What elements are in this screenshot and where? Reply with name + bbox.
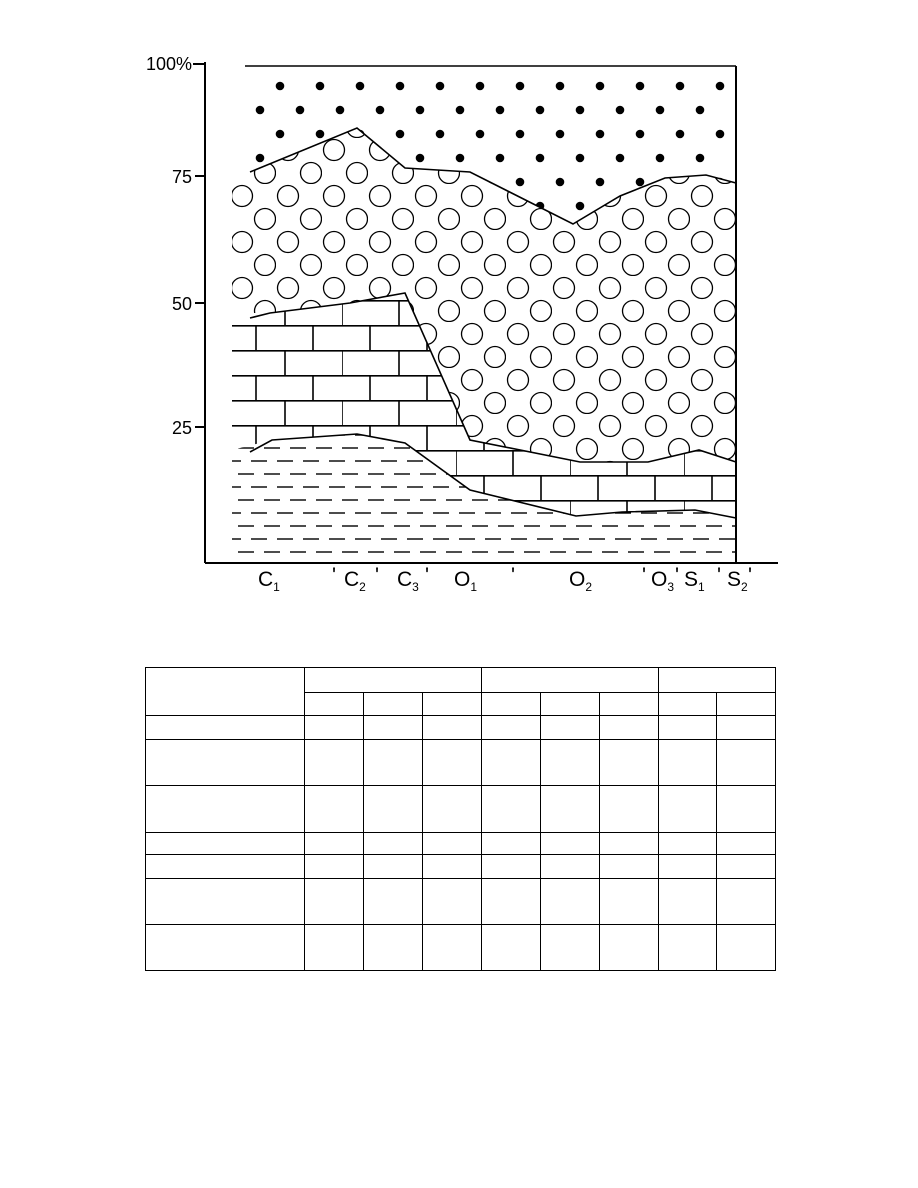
table-cell — [305, 878, 364, 924]
table-col-header — [716, 693, 775, 716]
table-cell — [423, 854, 482, 878]
x-label-o3: $O_3$ — [651, 568, 675, 594]
table-cell — [540, 740, 599, 786]
table-group-header — [658, 668, 775, 693]
data-table — [145, 667, 776, 971]
table-cell — [716, 786, 775, 832]
table-cell — [540, 832, 599, 854]
table-cell — [364, 878, 423, 924]
table-cell — [364, 924, 423, 970]
table-row — [146, 786, 776, 832]
x-label-s1: $S_1$ — [684, 568, 705, 594]
table-cell — [364, 740, 423, 786]
table-row-label — [146, 854, 305, 878]
table-cell — [482, 924, 540, 970]
table-row — [146, 924, 776, 970]
table-cell — [599, 832, 658, 854]
table-row — [146, 854, 776, 878]
table-group-header — [305, 668, 482, 693]
table-cell — [423, 924, 482, 970]
table-cell — [423, 832, 482, 854]
table-cell — [364, 854, 423, 878]
table-col-header — [482, 693, 540, 716]
table-cell — [482, 878, 540, 924]
table-row — [146, 716, 776, 740]
table-cell — [305, 786, 364, 832]
table-row-label — [146, 924, 305, 970]
table-cell — [482, 740, 540, 786]
table-cell — [482, 854, 540, 878]
table-cell — [716, 878, 775, 924]
table-cell — [658, 716, 716, 740]
table-cell — [305, 716, 364, 740]
y-label-50: 50 — [171, 294, 192, 314]
table-cell — [716, 740, 775, 786]
period-separator: ' — [375, 564, 380, 587]
table-cell — [305, 924, 364, 970]
table-header-row — [146, 668, 776, 693]
table-cell — [540, 924, 599, 970]
table-cell — [599, 740, 658, 786]
y-label-100: 100% — [145, 54, 192, 74]
period-separator: ' — [717, 564, 722, 587]
table-col-header — [658, 693, 716, 716]
period-separator: ' — [511, 564, 516, 587]
table-col-header — [540, 693, 599, 716]
x-label-c2: $C_2$ — [344, 568, 366, 594]
table-cell — [658, 740, 716, 786]
table-cell — [305, 832, 364, 854]
table-cell — [716, 854, 775, 878]
x-label-c1: $C_1$ — [258, 568, 280, 594]
table-cell — [716, 924, 775, 970]
table-row — [146, 832, 776, 854]
table-cell — [658, 832, 716, 854]
period-separator: ' — [425, 564, 430, 587]
table-cell — [716, 716, 775, 740]
table-col-header — [599, 693, 658, 716]
table-col-header — [423, 693, 482, 716]
table-cell — [658, 924, 716, 970]
table-cell — [658, 786, 716, 832]
x-label-c3: $C_3$ — [397, 568, 419, 594]
table-cell — [482, 832, 540, 854]
table-cell — [599, 878, 658, 924]
table-cell — [540, 878, 599, 924]
table-cell — [423, 786, 482, 832]
table-cell — [540, 716, 599, 740]
y-label-75: 75 — [171, 167, 192, 187]
table-cell — [364, 832, 423, 854]
table-cell — [599, 716, 658, 740]
table-cell — [364, 786, 423, 832]
x-label-o2: $O_2$ — [569, 568, 593, 594]
table-row — [146, 740, 776, 786]
table-cell — [482, 786, 540, 832]
y-label-25: 25 — [171, 418, 192, 438]
table-cell — [423, 740, 482, 786]
x-label-s2: $S_2$ — [727, 568, 748, 594]
table-corner-cell — [146, 668, 305, 716]
table-row-label — [146, 832, 305, 854]
x-label-o1: $O_1$ — [454, 568, 478, 594]
period-separator: ' — [675, 564, 680, 587]
table-cell — [599, 786, 658, 832]
table-row-label — [146, 716, 305, 740]
table-row-label — [146, 786, 305, 832]
table-cell — [305, 854, 364, 878]
table-group-header — [482, 668, 658, 693]
table-row-label — [146, 878, 305, 924]
table-cell — [423, 716, 482, 740]
table-cell — [305, 740, 364, 786]
period-separator: ' — [332, 564, 337, 587]
period-separator: ' — [748, 564, 753, 587]
table-cell — [716, 832, 775, 854]
table-row — [146, 878, 776, 924]
table-cell — [599, 854, 658, 878]
table-cell — [658, 854, 716, 878]
table-cell — [364, 716, 423, 740]
table-col-header — [364, 693, 423, 716]
table-cell — [423, 878, 482, 924]
table-cell — [599, 924, 658, 970]
table-col-header — [305, 693, 364, 716]
table-cell — [658, 878, 716, 924]
period-separator: ' — [642, 564, 647, 587]
table-row-label — [146, 740, 305, 786]
table-cell — [482, 716, 540, 740]
table-cell — [540, 786, 599, 832]
table-cell — [540, 854, 599, 878]
